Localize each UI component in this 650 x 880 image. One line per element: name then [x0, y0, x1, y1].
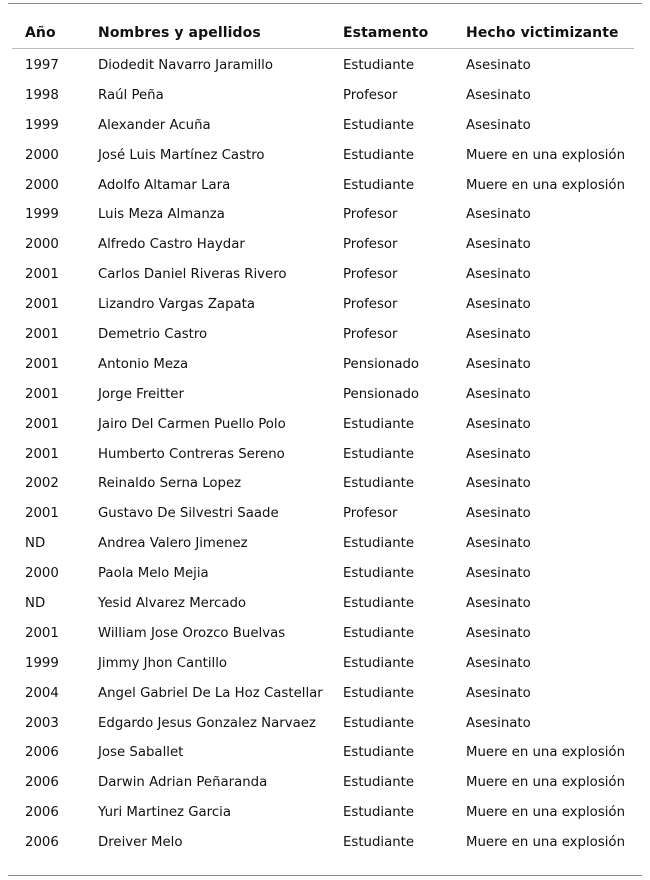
cell-year: 2001 [25, 297, 59, 313]
table-row [0, 81, 650, 111]
table-row [0, 559, 650, 589]
cell-estamento: Estudiante [343, 685, 415, 701]
table-header [0, 20, 650, 46]
table-row [0, 469, 650, 499]
cell-year: 2001 [25, 267, 59, 283]
cell-hecho: Asesinato [466, 87, 531, 103]
cell-name: Edgardo Jesus Gonzalez Narvaez [98, 715, 316, 731]
cell-name: Adolfo Altamar Lara [98, 177, 231, 193]
cell-name: Lizandro Vargas Zapata [98, 297, 256, 313]
cell-name: Yuri Martinez Garcia [98, 805, 232, 821]
cell-estamento: Profesor [343, 327, 398, 343]
cell-year: 2001 [25, 625, 59, 641]
table-row [0, 440, 650, 470]
table-row [0, 738, 650, 768]
cell-year: 2000 [25, 237, 59, 253]
cell-hecho: Asesinato [466, 506, 531, 522]
cell-name: Andrea Valero Jimenez [98, 536, 248, 552]
cell-hecho: Asesinato [466, 416, 531, 432]
cell-year: 1999 [25, 207, 59, 223]
table-row [0, 709, 650, 739]
cell-estamento: Estudiante [343, 835, 415, 851]
table-row [0, 171, 650, 201]
cell-year: ND [25, 596, 46, 612]
cell-hecho: Asesinato [466, 117, 531, 133]
cell-estamento: Pensionado [343, 356, 420, 372]
cell-estamento: Profesor [343, 237, 398, 253]
cell-hecho: Asesinato [466, 386, 531, 402]
cell-estamento: Profesor [343, 87, 398, 103]
cell-hecho: Muere en una explosión [466, 835, 625, 851]
cell-estamento: Estudiante [343, 446, 415, 462]
cell-year: 2001 [25, 386, 59, 402]
cell-year: 2000 [25, 566, 59, 582]
table-row [0, 649, 650, 679]
cell-year: 2003 [25, 715, 59, 731]
cell-name: Antonio Meza [98, 356, 189, 372]
table-row [0, 619, 650, 649]
cell-hecho: Asesinato [466, 58, 531, 73]
table-row [0, 679, 650, 709]
table-row [0, 589, 650, 619]
cell-name: Dreiver Melo [98, 835, 183, 851]
cell-estamento: Estudiante [343, 745, 415, 761]
cell-name: Jairo Del Carmen Puello Polo [98, 416, 286, 432]
table-row [0, 200, 650, 230]
cell-estamento: Profesor [343, 506, 398, 522]
cell-year: 2006 [25, 805, 59, 821]
cell-hecho: Asesinato [466, 536, 531, 552]
table-row [0, 320, 650, 350]
cell-name: Alfredo Castro Haydar [98, 237, 245, 253]
table-body [0, 51, 650, 858]
cell-year: 2001 [25, 416, 59, 432]
cell-name: Demetrio Castro [98, 327, 208, 343]
table-row [0, 111, 650, 141]
cell-name: William Jose Orozco Buelvas [98, 625, 286, 641]
table-row [0, 529, 650, 559]
table-row [0, 410, 650, 440]
cell-name: Raúl Peña [98, 87, 164, 103]
cell-hecho: Asesinato [466, 207, 531, 223]
table-row [0, 51, 650, 81]
cell-hecho: Asesinato [466, 356, 531, 372]
cell-estamento: Estudiante [343, 177, 415, 193]
cell-hecho: Muere en una explosión [466, 177, 625, 193]
cell-year: 2006 [25, 745, 59, 761]
cell-name: Diodedit Navarro Jaramillo [98, 58, 274, 73]
cell-hecho: Asesinato [466, 237, 531, 253]
cell-name: Carlos Daniel Riveras Rivero [98, 267, 287, 283]
cell-hecho: Asesinato [466, 596, 531, 612]
cell-estamento: Estudiante [343, 566, 415, 582]
cell-hecho: Asesinato [466, 625, 531, 641]
header-estamento: Estamento [343, 25, 429, 41]
cell-estamento: Estudiante [343, 625, 415, 641]
cell-year: 2002 [25, 476, 59, 492]
table-row [0, 828, 650, 858]
cell-year: 2006 [25, 775, 59, 791]
cell-year: 2001 [25, 446, 59, 462]
cell-hecho: Muere en una explosión [466, 745, 625, 761]
cell-year: 1999 [25, 117, 59, 133]
bottom-rule [8, 875, 642, 876]
table-row [0, 260, 650, 290]
cell-name: Reinaldo Serna Lopez [98, 476, 242, 492]
cell-estamento: Estudiante [343, 805, 415, 821]
cell-year: 2001 [25, 506, 59, 522]
header-year: Año [25, 25, 56, 41]
cell-year: 1999 [25, 655, 59, 671]
cell-hecho: Muere en una explosión [466, 147, 625, 163]
table-row [0, 768, 650, 798]
cell-name: Angel Gabriel De La Hoz Castellar [98, 685, 323, 701]
table-row [0, 798, 650, 828]
cell-year: 2004 [25, 685, 59, 701]
table-row [0, 380, 650, 410]
cell-estamento: Estudiante [343, 596, 415, 612]
header-name: Nombres y apellidos [98, 25, 261, 41]
cell-estamento: Pensionado [343, 386, 420, 402]
cell-hecho: Asesinato [466, 327, 531, 343]
cell-estamento: Profesor [343, 207, 398, 223]
cell-estamento: Estudiante [343, 476, 415, 492]
cell-hecho: Muere en una explosión [466, 805, 625, 821]
table-row [0, 230, 650, 260]
cell-year: 2001 [25, 327, 59, 343]
cell-name: Gustavo De Silvestri Saade [98, 506, 279, 522]
cell-name: Humberto Contreras Sereno [98, 446, 285, 462]
header-hecho: Hecho victimizante [466, 25, 619, 41]
cell-estamento: Estudiante [343, 715, 415, 731]
cell-hecho: Asesinato [466, 655, 531, 671]
cell-hecho: Asesinato [466, 715, 531, 731]
cell-year: 1997 [25, 58, 59, 73]
cell-name: Paola Melo Mejia [98, 566, 209, 582]
cell-year: 2001 [25, 356, 59, 372]
table-row [0, 141, 650, 171]
cell-estamento: Profesor [343, 297, 398, 313]
cell-estamento: Estudiante [343, 58, 415, 73]
cell-name: Jose Saballet [98, 745, 184, 761]
cell-hecho: Asesinato [466, 476, 531, 492]
cell-name: Luis Meza Almanza [98, 207, 225, 223]
cell-estamento: Profesor [343, 267, 398, 283]
cell-name: Darwin Adrian Peñaranda [98, 775, 268, 791]
table-row [0, 290, 650, 320]
cell-estamento: Estudiante [343, 117, 415, 133]
cell-estamento: Estudiante [343, 655, 415, 671]
cell-estamento: Estudiante [343, 536, 415, 552]
cell-name: Jimmy Jhon Cantillo [98, 655, 228, 671]
cell-name: Alexander Acuña [98, 117, 211, 133]
header-rule [12, 48, 634, 49]
cell-name: Jorge Freitter [98, 386, 184, 402]
table-row [0, 350, 650, 380]
cell-name: Yesid Alvarez Mercado [98, 596, 247, 612]
cell-hecho: Asesinato [466, 297, 531, 313]
cell-hecho: Asesinato [466, 685, 531, 701]
cell-year: 1998 [25, 87, 59, 103]
top-rule [8, 3, 642, 4]
cell-hecho: Asesinato [466, 446, 531, 462]
cell-year: 2006 [25, 835, 59, 851]
cell-year: 2000 [25, 147, 59, 163]
cell-estamento: Estudiante [343, 416, 415, 432]
cell-year: ND [25, 536, 46, 552]
cell-estamento: Estudiante [343, 147, 415, 163]
cell-name: José Luis Martínez Castro [98, 147, 265, 163]
cell-hecho: Asesinato [466, 566, 531, 582]
table-row [0, 499, 650, 529]
cell-year: 2000 [25, 177, 59, 193]
cell-hecho: Muere en una explosión [466, 775, 625, 791]
cell-hecho: Asesinato [466, 267, 531, 283]
cell-estamento: Estudiante [343, 775, 415, 791]
